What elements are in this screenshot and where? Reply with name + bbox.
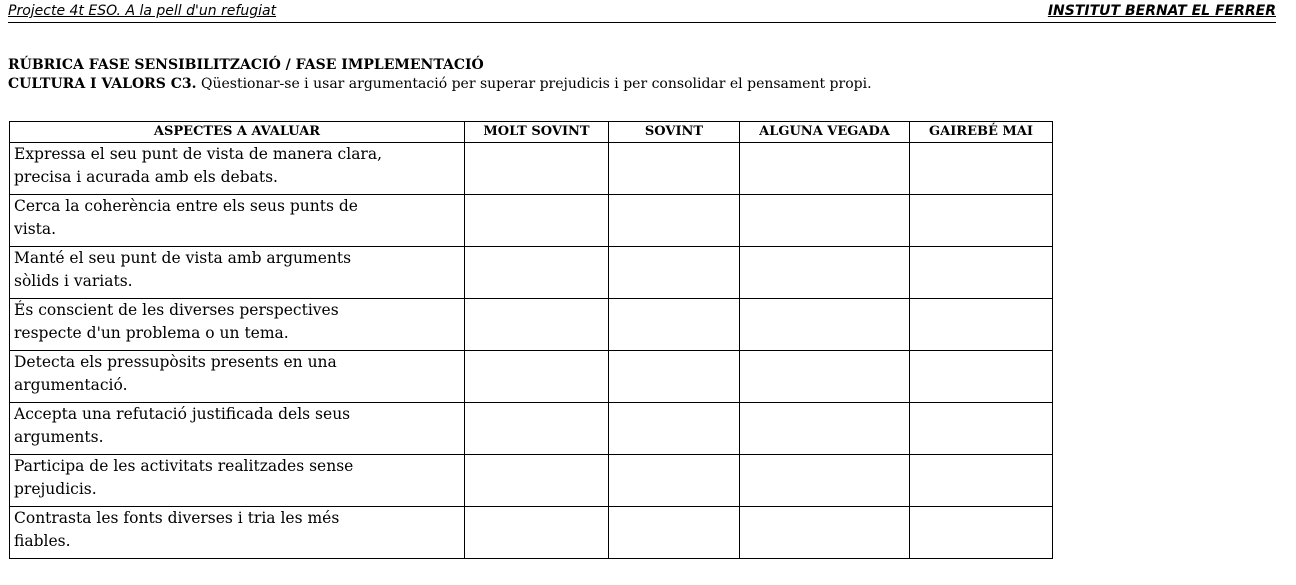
rubric-title: RÚBRICA FASE SENSIBILITZACIÓ / FASE IMPLEMENTACIÓ <box>8 57 484 73</box>
rating-often-cell[interactable] <box>609 507 740 559</box>
aspect-text-line: arguments. <box>14 428 104 446</box>
rating-very-often-cell[interactable] <box>465 299 609 351</box>
rating-almost-never-cell[interactable] <box>910 143 1053 195</box>
aspect-cell <box>10 195 465 247</box>
aspect-cell <box>10 247 465 299</box>
rating-almost-never-cell[interactable] <box>910 507 1053 559</box>
aspect-text-line: Manté el seu punt de vista amb arguments <box>14 249 352 267</box>
header-school-name: INSTITUT BERNAT EL FERRER <box>1047 3 1276 19</box>
table-row <box>10 247 1053 299</box>
aspect-cell <box>10 351 465 403</box>
rating-often-cell[interactable] <box>609 247 740 299</box>
header-almost-never: GAIREBÉ MAI <box>910 122 1053 143</box>
table-row <box>10 455 1053 507</box>
rating-almost-never-cell[interactable] <box>910 299 1053 351</box>
aspect-text-line: prejudicis. <box>14 480 97 498</box>
aspect-text-line: Cerca la coherència entre els seus punts de <box>14 197 358 215</box>
rating-sometimes-cell[interactable] <box>740 351 910 403</box>
rating-almost-never-cell[interactable] <box>910 455 1053 507</box>
header-aspects: ASPECTES A AVALUAR <box>10 122 465 143</box>
rating-almost-never-cell[interactable] <box>910 247 1053 299</box>
table-row <box>10 143 1053 195</box>
rating-sometimes-cell[interactable] <box>740 247 910 299</box>
aspect-text-line: Contrasta les fonts diverses i tria les més <box>14 509 340 527</box>
rubric-table <box>9 121 1053 559</box>
rating-very-often-cell[interactable] <box>465 455 609 507</box>
rating-often-cell[interactable] <box>609 403 740 455</box>
rating-very-often-cell[interactable] <box>465 143 609 195</box>
header-sometimes: ALGUNA VEGADA <box>740 122 910 143</box>
rating-sometimes-cell[interactable] <box>740 403 910 455</box>
aspect-cell <box>10 143 465 195</box>
aspect-text-line: Participa de les activitats realitzades sense <box>14 457 354 475</box>
aspect-cell <box>10 507 465 559</box>
rating-sometimes-cell[interactable] <box>740 195 910 247</box>
rubric-subtitle <box>8 75 872 93</box>
rating-often-cell[interactable] <box>609 299 740 351</box>
rating-very-often-cell[interactable] <box>465 507 609 559</box>
header-very-often: MOLT SOVINT <box>465 122 609 143</box>
rating-often-cell[interactable] <box>609 455 740 507</box>
table-header-row <box>10 122 1053 143</box>
table-row <box>10 403 1053 455</box>
rating-almost-never-cell[interactable] <box>910 351 1053 403</box>
aspect-text-line: sòlids i variats. <box>14 272 133 290</box>
rating-often-cell[interactable] <box>609 195 740 247</box>
aspect-text-line: Expressa el seu punt de vista de manera clara, <box>14 145 383 163</box>
table-row <box>10 299 1053 351</box>
rating-sometimes-cell[interactable] <box>740 143 910 195</box>
aspect-cell <box>10 403 465 455</box>
aspect-text-line: argumentació. <box>14 376 128 394</box>
rating-very-often-cell[interactable] <box>465 403 609 455</box>
aspect-text-line: És conscient de les diverses perspectives <box>14 301 339 319</box>
aspect-text-line: Detecta els pressupòsits presents en una <box>14 353 337 371</box>
header-project-title: Projecte 4t ESO. A la pell d'un refugiat <box>8 3 277 19</box>
subtitle-competence-text: Qüestionar-se i usar argumentació per superar prejudicis i per consolidar el pensament propi. <box>196 76 872 92</box>
rating-very-often-cell[interactable] <box>465 351 609 403</box>
aspect-cell <box>10 299 465 351</box>
table-row <box>10 507 1053 559</box>
rating-sometimes-cell[interactable] <box>740 455 910 507</box>
aspect-text-line: Accepta una refutació justificada dels seus <box>14 405 351 423</box>
aspect-cell <box>10 455 465 507</box>
rating-often-cell[interactable] <box>609 351 740 403</box>
table-row <box>10 195 1053 247</box>
aspect-text-line: precisa i acurada amb els debats. <box>14 168 278 186</box>
rating-often-cell[interactable] <box>609 143 740 195</box>
aspect-text-line: fiables. <box>14 532 71 550</box>
rating-very-often-cell[interactable] <box>465 247 609 299</box>
subtitle-competence-code: CULTURA I VALORS C3. <box>8 76 197 92</box>
table-row <box>10 351 1053 403</box>
rating-almost-never-cell[interactable] <box>910 403 1053 455</box>
rating-sometimes-cell[interactable] <box>740 507 910 559</box>
aspect-text-line: respecte d'un problema o un tema. <box>14 324 289 342</box>
page-header <box>8 2 1276 23</box>
aspect-text-line: vista. <box>14 220 57 238</box>
rating-almost-never-cell[interactable] <box>910 195 1053 247</box>
rating-very-often-cell[interactable] <box>465 195 609 247</box>
rating-sometimes-cell[interactable] <box>740 299 910 351</box>
header-often: SOVINT <box>609 122 740 143</box>
